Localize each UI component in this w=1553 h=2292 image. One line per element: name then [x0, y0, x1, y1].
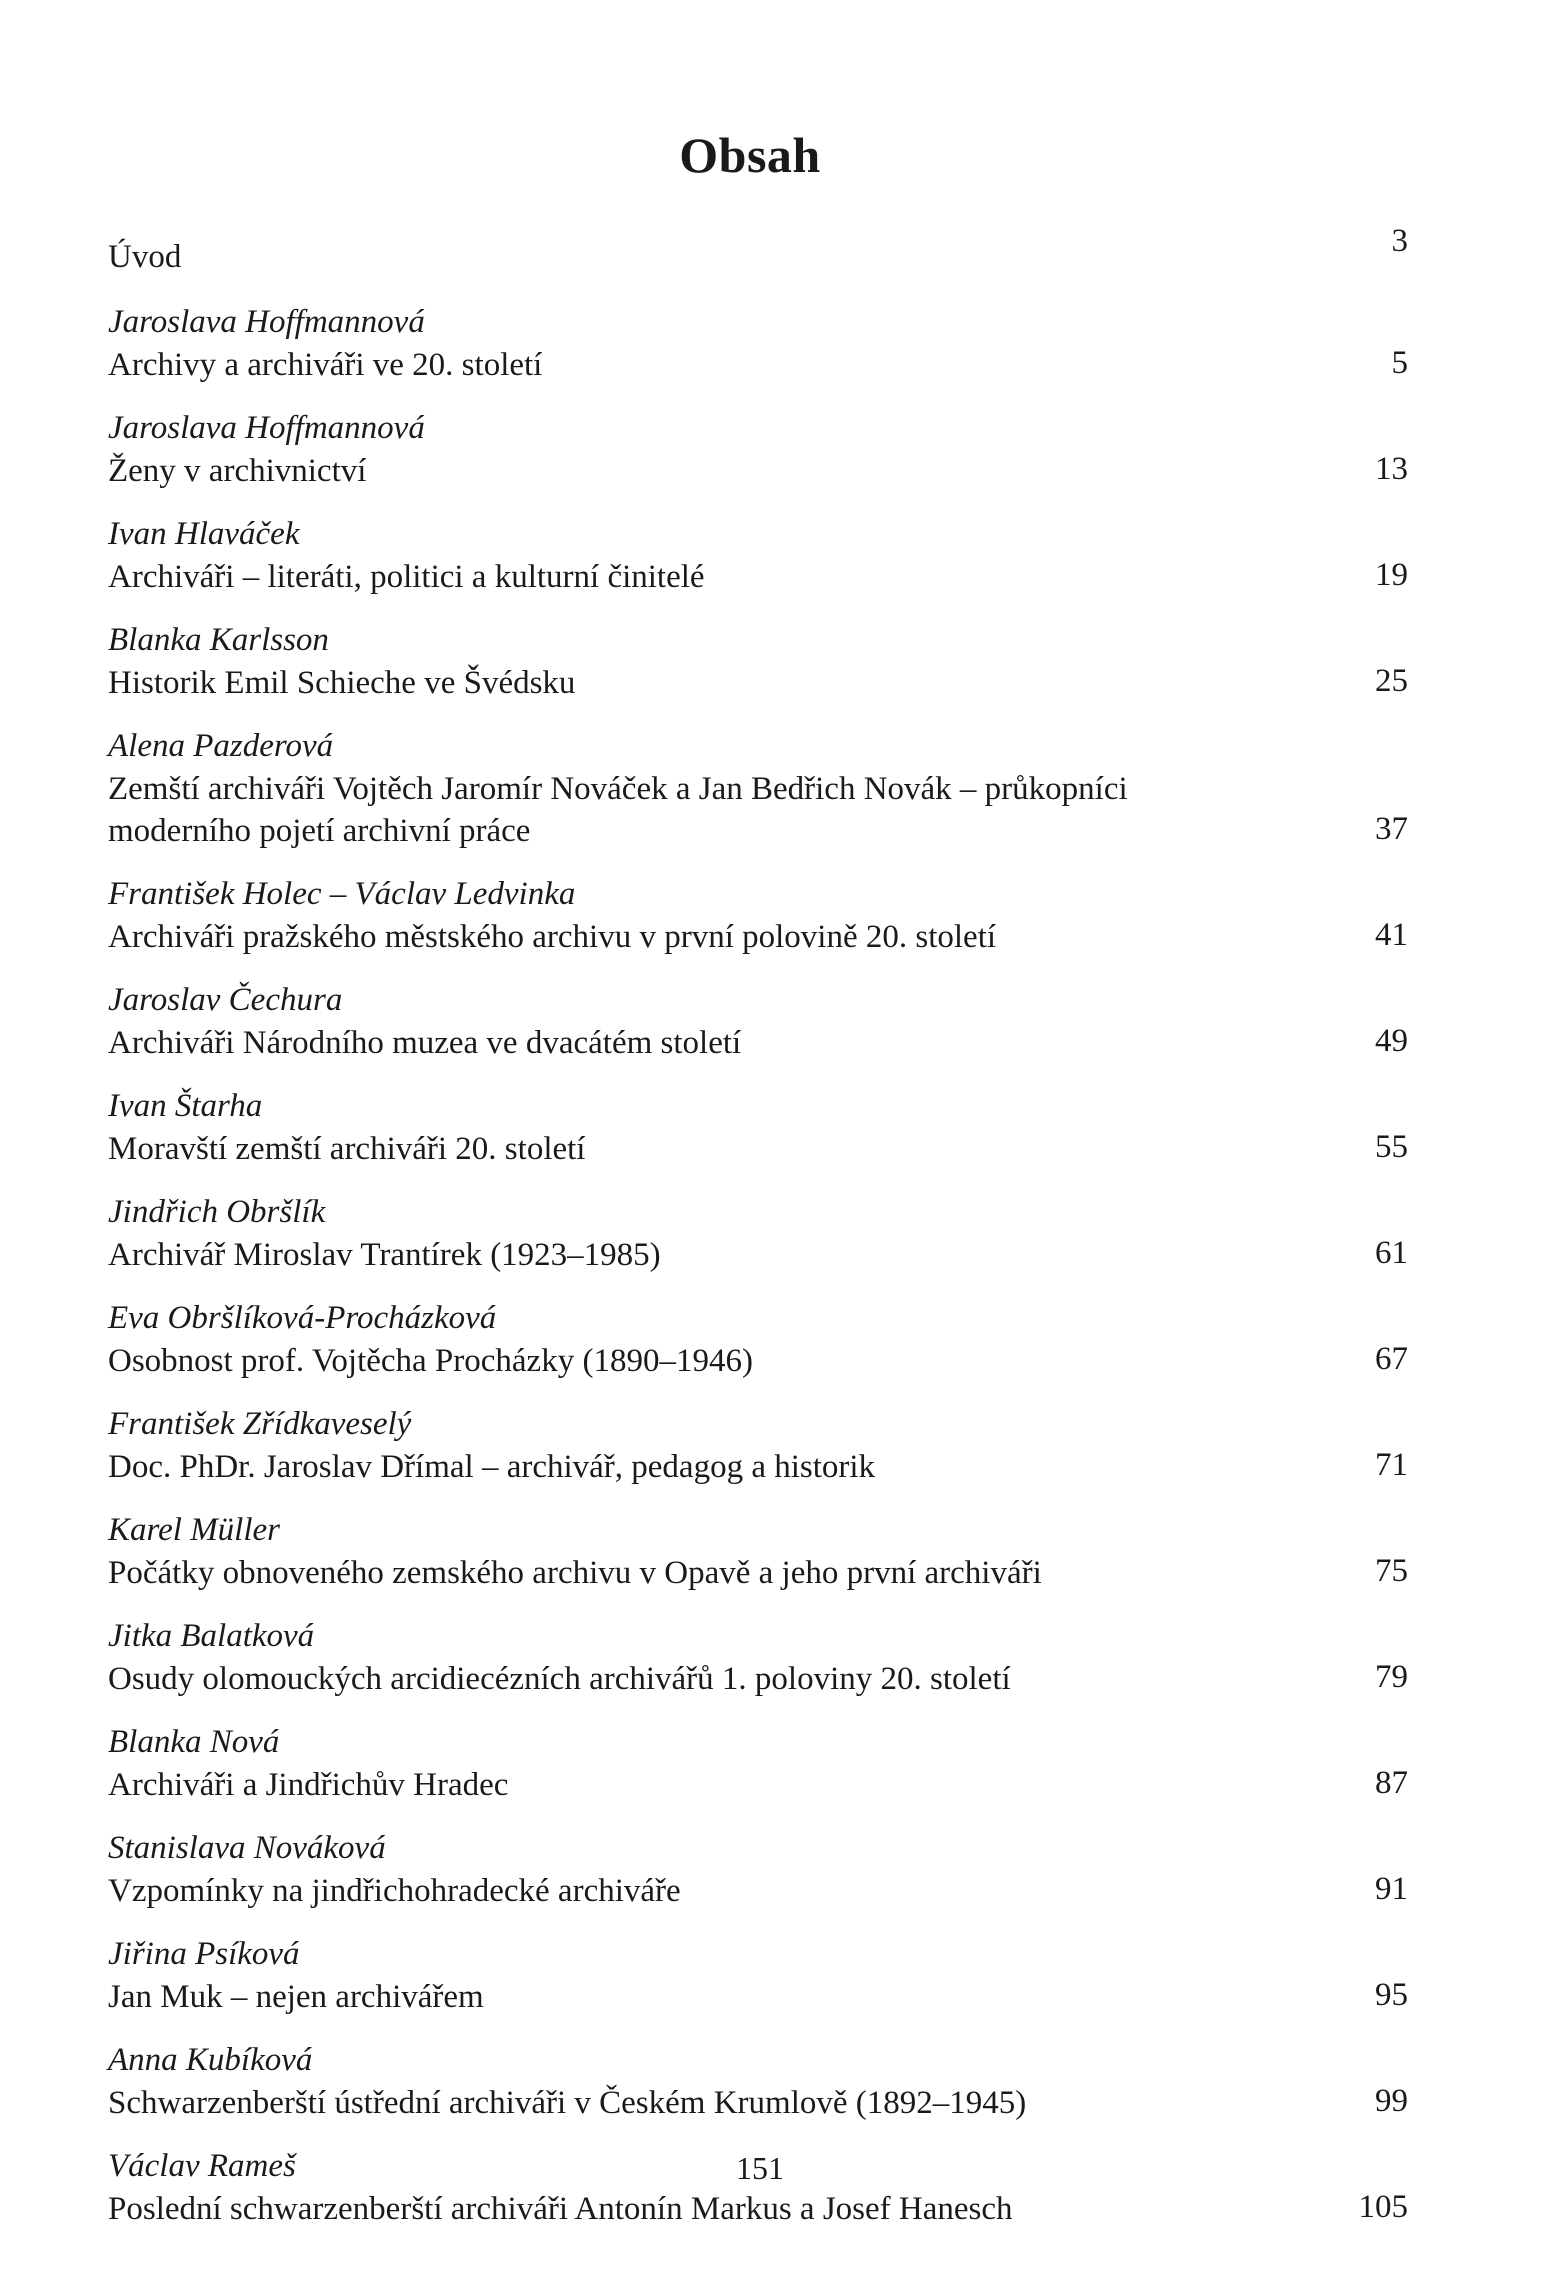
toc-entry-author: Blanka Karlsson: [108, 622, 329, 658]
toc-entry: [108, 1297, 1408, 1382]
toc-entry-page: 13: [1375, 451, 1408, 487]
toc-entry-page: 99: [1375, 2083, 1408, 2119]
page-title: Obsah: [679, 126, 821, 183]
toc-entry: [108, 301, 1408, 386]
toc-entry-author: Stanislava Nováková: [108, 1830, 386, 1866]
toc-entry-title: Historik Emil Schieche ve Švédsku: [108, 665, 576, 701]
toc-entry-author: Eva Obršlíková-Procházková: [108, 1300, 497, 1336]
toc-entry-title: Osobnost prof. Vojtěcha Procházky (1890–1946): [108, 1343, 753, 1379]
toc-entry: [108, 873, 1408, 958]
toc-entry-author: František Zřídkaveselý: [108, 1406, 412, 1442]
toc-entry: [108, 407, 1408, 492]
toc-entry: [108, 513, 1408, 598]
toc-entry-page: 19: [1375, 557, 1408, 593]
toc-entry-author: Jiřina Psíková: [108, 1936, 300, 1972]
toc-entry-page: 49: [1375, 1023, 1408, 1059]
toc-entry-author: Jaroslava Hoffmannová: [108, 410, 425, 446]
toc-entry: [108, 1827, 1408, 1912]
toc-entry-author: Jaroslava Hoffmannová: [108, 304, 425, 340]
toc-entry-author: Anna Kubíková: [108, 2042, 313, 2078]
toc-entry-page: 105: [1358, 2189, 1408, 2225]
toc-entry-title: Osudy olomouckých arcidiecézních archivářů 1. poloviny 20. století: [108, 1661, 1011, 1697]
toc-entry-author: František Holec – Václav Ledvinka: [108, 876, 576, 912]
toc-entry: [108, 1085, 1408, 1170]
toc-entry-page: 61: [1375, 1235, 1408, 1271]
toc-entry-author: Ivan Hlaváček: [108, 516, 300, 552]
toc-entry: [108, 619, 1408, 704]
toc-entry-author: Karel Müller: [108, 1512, 281, 1548]
toc-entry-page: 67: [1375, 1341, 1408, 1377]
toc-entry: [108, 1933, 1408, 2018]
toc-entry-author: Alena Pazderová: [108, 728, 334, 764]
toc-entry-page: 95: [1375, 1977, 1408, 2013]
toc-entry-page: 87: [1375, 1765, 1408, 1801]
toc-entry-title: Počátky obnoveného zemského archivu v Opavě a jeho první archiváři: [108, 1555, 1042, 1591]
toc-entry-author: Ivan Štarha: [108, 1088, 263, 1124]
toc-entry-page: 79: [1375, 1659, 1408, 1695]
toc-entry-title: Moravští zemští archiváři 20. století: [108, 1131, 586, 1167]
toc-entry-title: Archiváři a Jindřichův Hradec: [108, 1767, 509, 1803]
toc-intro-row: [108, 223, 1408, 278]
toc-entry-title: Ženy v archivnictví: [108, 453, 367, 489]
toc-entry-page: 91: [1375, 1871, 1408, 1907]
toc-entry-title: Archiváři pražského městského archivu v první polovině 20. století: [108, 919, 997, 955]
page-number: 151: [736, 2150, 784, 2186]
toc-entry-author: Jaroslav Čechura: [108, 982, 343, 1018]
toc-entry-page: 71: [1375, 1447, 1408, 1483]
toc-entry-title: Schwarzenberští ústřední archiváři v Českém Krumlově (1892–1945): [108, 2085, 1027, 2121]
toc-intro-title: Úvod: [108, 239, 182, 275]
toc-entry-page: 25: [1375, 663, 1408, 699]
toc-entry: [108, 1403, 1408, 1488]
toc-entry-author: Jindřich Obršlík: [108, 1194, 326, 1230]
toc-intro-page: 3: [1391, 223, 1408, 259]
toc-entry-title: Jan Muk – nejen archivářem: [108, 1979, 484, 2015]
toc-entry-page: 41: [1375, 917, 1408, 953]
toc-entry: [108, 979, 1408, 1064]
toc-entry-title: Vzpomínky na jindřichohradecké archiváře: [108, 1873, 681, 1909]
toc-entry-title: Archiváři Národního muzea ve dvacátém století: [108, 1025, 742, 1061]
toc-entry-title: Zemští archiváři Vojtěch Jaromír Nováček a Jan Bedřich Novák – průkopníci moderního pojetí archivní práce: [108, 771, 1128, 849]
toc-entry: [108, 1721, 1408, 1806]
toc-entry-author: Jitka Balatková: [108, 1618, 315, 1654]
toc-entry-page: 75: [1375, 1553, 1408, 1589]
toc-entry: [108, 725, 1408, 852]
toc-entry-page: 55: [1375, 1129, 1408, 1165]
toc-entry-title: Archiváři – literáti, politici a kulturní činitelé: [108, 559, 705, 595]
toc-entry-author: Blanka Nová: [108, 1724, 280, 1760]
toc-entry-title: Poslední schwarzenberští archiváři Antonín Markus a Josef Hanesch: [108, 2191, 1013, 2227]
toc-entry-page: 37: [1375, 811, 1408, 847]
toc-entry: [108, 1615, 1408, 1700]
toc-entry-title: Archivy a archiváři ve 20. století: [108, 347, 543, 383]
toc-entry-page: 5: [1391, 345, 1408, 381]
toc-entry-author: Václav Rameš: [108, 2148, 296, 2184]
toc-entry: [108, 2039, 1408, 2124]
toc-entry: [108, 1509, 1408, 1594]
toc-entry: [108, 1191, 1408, 1276]
table-of-contents: [108, 223, 1408, 2251]
toc-entry-title: Archivář Miroslav Trantírek (1923–1985): [108, 1237, 661, 1273]
toc-entry-title: Doc. PhDr. Jaroslav Dřímal – archivář, pedagog a historik: [108, 1449, 876, 1485]
